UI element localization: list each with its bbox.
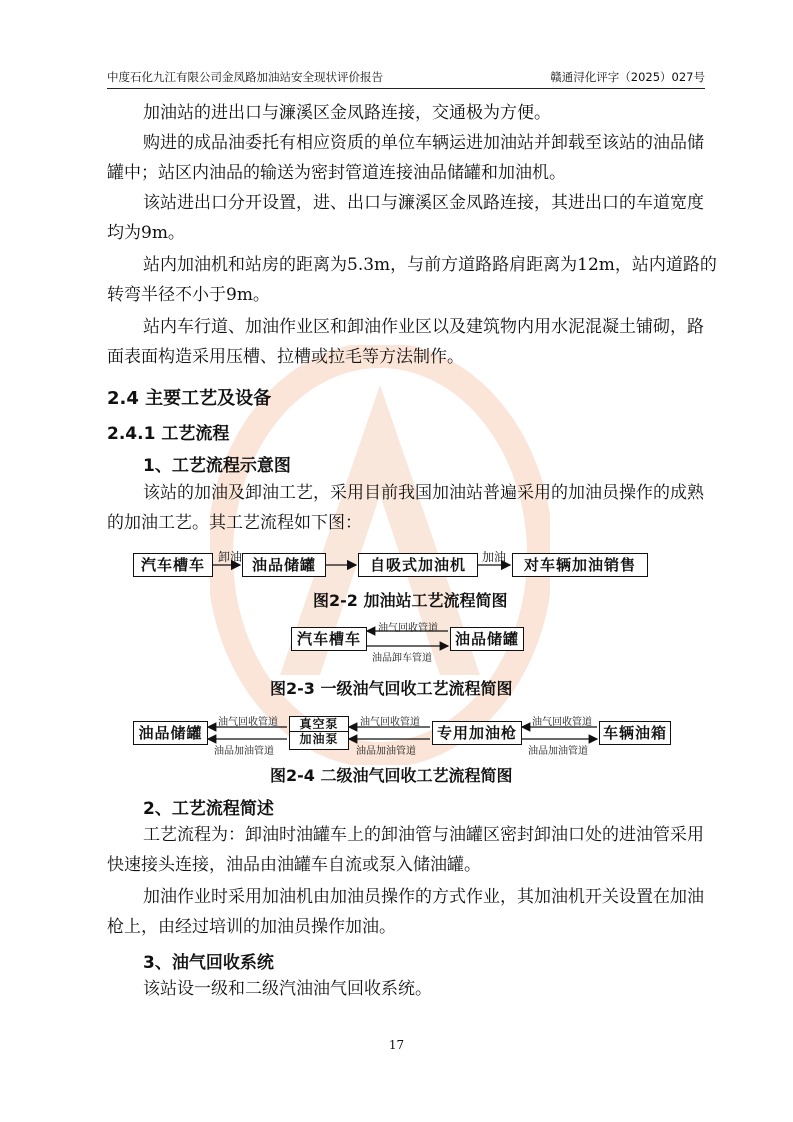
pipe-label-fuel: 油品加油管道 [528,746,588,757]
arrow-label-refuel: 加油 [482,550,507,564]
figure-caption-2-3: 图2-3 一级油气回收工艺流程简图 [270,679,513,698]
pipe-label-fuel: 油品加油管道 [356,746,416,757]
header-left: 中度石化九江有限公司金凤路加油站安全现状评价报告 [107,70,383,84]
paragraph-flow: 该站的加油及卸油工艺，采用目前我国加油站普遍采用的加油员操作的成熟的加油工艺。其工艺流程如下图： [107,483,704,533]
subheading-2: 2、工艺流程简述 [143,799,274,819]
flow-box-vehicle-sale: 对车辆加油销售 [512,553,648,577]
subheading-3: 3、油气回收系统 [143,953,274,973]
fuel-pump-label: 加油泵 [290,731,348,746]
flow-box-storage-tank: 油品储罐 [450,627,524,651]
page-number: 17 [388,1038,405,1052]
paragraph: 站内加油机和站房的距离为5.3m，与前方道路路肩距离为12m，站内道路的转弯半径不小于9m。 [107,255,717,305]
flow-box-storage-tank: 油品储罐 [133,721,208,745]
flow-box-tanker: 汽车槽车 [291,627,367,651]
header-right: 赣通浔化评字（2025）027号 [550,70,705,84]
paragraph: 工艺流程为：卸油时油罐车上的卸油管与油罐区密封卸油口处的进油管采用快速接头连接，油品由油罐车自流或泵入储油罐。 [107,825,704,875]
flow-box-storage-tank: 油品储罐 [242,553,326,577]
subsection-heading: 2.4.1 工艺流程 [107,424,230,444]
section-heading: 2.4 主要工艺及设备 [107,388,272,409]
flow-box-nozzle: 专用加油枪 [432,721,522,745]
flow-box-vehicle-tank: 车辆油箱 [599,721,671,745]
subheading-1: 1、工艺流程示意图 [143,456,291,476]
paragraph: 该站设一级和二级汽油油气回收系统。 [143,979,432,999]
paragraph: 站内车行道、加油作业区和卸油作业区以及建筑物内用水泥混凝土铺砌，路面表面构造采用压槽、拉槽或拉毛等方法制作。 [107,317,704,367]
paragraph: 购进的成品油委托有相应资质的单位车辆运进加油站并卸载至该站的油品储罐中；站区内油品的输送为密封管道连接油品储罐和加油机。 [107,133,704,183]
paragraph: 该站进出口分开设置，进、出口与濂溪区金凤路连接，其进出口的车道宽度均为9m。 [107,193,704,243]
pipe-label-vapor: 油气回收管道 [378,623,438,634]
flow-box-tanker: 汽车槽车 [133,553,213,577]
flow-box-pumps [289,716,349,750]
figure-caption-2-4: 图2-4 二级油气回收工艺流程简图 [270,766,513,785]
vacuum-pump-label: 真空泵 [299,717,339,731]
figure-caption-2-2: 图2-2 加油站工艺流程简图 [313,591,508,610]
pipe-label-vapor: 油气回收管道 [360,717,420,728]
arrow-label-unload: 卸油 [218,550,243,564]
pipe-label-fuel: 油品加油管道 [214,746,274,757]
flow-box-dispenser: 自吸式加油机 [358,553,478,577]
paragraph: 加油站的进出口与濂溪区金凤路连接，交通极为方便。 [143,103,551,123]
pipe-label-unload: 油品卸车管道 [372,653,432,664]
pipe-label-vapor: 油气回收管道 [218,717,278,728]
pipe-label-vapor: 油气回收管道 [532,717,592,728]
paragraph: 加油作业时采用加油机由加油员操作的方式作业，其加油机开关设置在加油枪上，由经过培训的加油员操作加油。 [107,887,704,937]
